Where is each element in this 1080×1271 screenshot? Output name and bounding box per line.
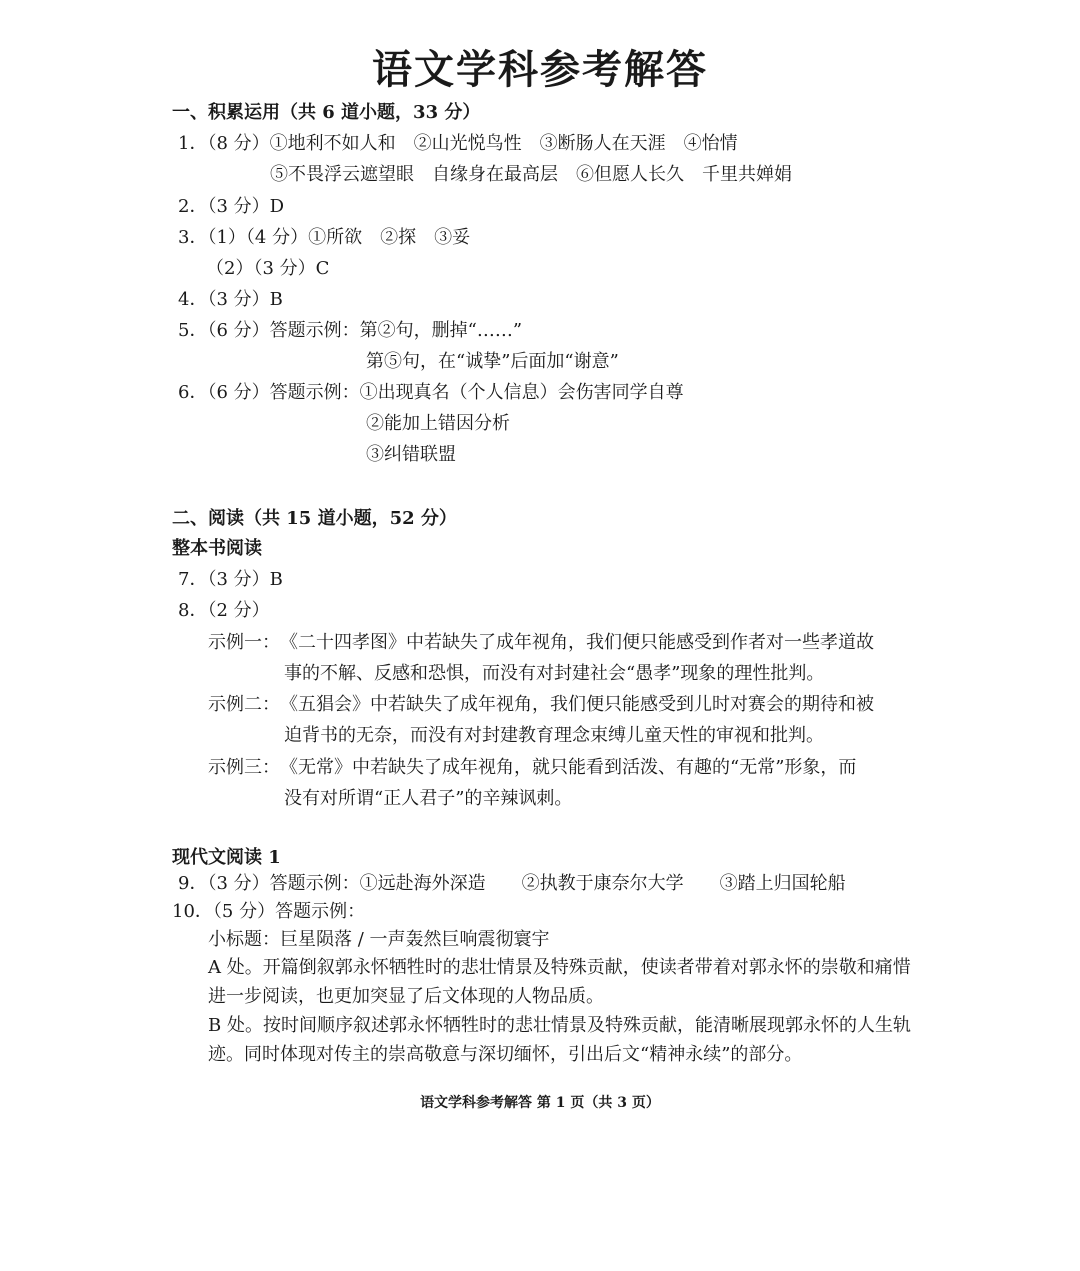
- q1-answer-line2: ⑤不畏浮云遮望眼 自缘身在最高层 ⑥但愿人长久 千里共婵娟: [270, 164, 792, 185]
- section2-heading: 二、阅读（共 15 道小题，52 分）: [172, 508, 457, 529]
- q10-point-a: A 处。开篇倒叙郭永怀牺牲时的悲壮情景及特殊贡献，使读者带着对郭永怀的崇敬和痛惜进一步阅读，也更加突显了后文体现的人物品质。: [208, 957, 911, 1007]
- example1-line2: 事的不解、反感和恐惧，而没有对封建社会“愚孝”现象的理性批判。: [284, 663, 825, 684]
- q6-answer-line2: ②能加上错因分析: [366, 413, 510, 434]
- q6-answer-line1: 6．（6 分）答题示例：①出现真名（个人信息）会伤害同学自尊: [178, 382, 684, 403]
- example3-line2: 没有对所谓“正人君子”的辛辣讽刺。: [284, 788, 573, 809]
- q5-answer-line2: 第⑤句，在“诚挚”后面加“谢意”: [366, 351, 619, 372]
- whole-book-reading-heading: 整本书阅读: [172, 538, 262, 559]
- q1-answer-line1: 1．（8 分）①地利不如人和 ②山光悦鸟性 ③断肠人在天涯 ④怡情: [178, 133, 738, 154]
- q9-answer: 9．（3 分）答题示例：①远赴海外深造 ②执教于康奈尔大学 ③踏上归国轮船: [178, 873, 846, 894]
- section1-heading: 一、积累运用（共 6 道小题，33 分）: [172, 102, 481, 123]
- q7-answer: 7．（3 分）B: [178, 569, 283, 590]
- example1-label: 示例一：: [208, 632, 280, 653]
- q10-point-b: B 处。按时间顺序叙述郭永怀牺牲时的悲壮情景及特殊贡献，能清晰展现郭永怀的人生轨迹。同时体现对传主的崇高敬意与深切缅怀，引出后文“精神永续”的部分。: [208, 1015, 911, 1065]
- example2-label: 示例二：: [208, 694, 280, 715]
- q4-answer: 4．（3 分）B: [178, 289, 283, 310]
- q3-answer-line2: （2）（3 分）C: [206, 258, 330, 279]
- modern-reading-heading: 现代文阅读 1: [172, 847, 281, 868]
- example2-line1: 《五猖会》中若缺失了成年视角，我们便只能感受到儿时对赛会的期待和被: [280, 694, 874, 715]
- example3-label: 示例三：: [208, 757, 280, 778]
- page-title: 语文学科参考解答: [372, 46, 708, 93]
- q10-subtitle: 小标题：巨星陨落 / 一声轰然巨响震彻寰宇: [208, 929, 550, 950]
- page-footer: 语文学科参考解答 第 1 页（共 3 页）: [420, 1095, 660, 1111]
- q10-answer: 10．（5 分）答题示例：: [172, 901, 366, 922]
- example1-line1: 《二十四孝图》中若缺失了成年视角，我们便只能感受到作者对一些孝道故: [280, 632, 874, 653]
- q2-answer: 2．（3 分）D: [178, 196, 285, 217]
- example3-line1: 《无常》中若缺失了成年视角，就只能看到活泼、有趣的“无常”形象，而: [280, 757, 857, 778]
- q6-answer-line3: ③纠错联盟: [366, 444, 456, 465]
- q3-answer-line1: 3．（1）（4 分）①所欲 ②探 ③妥: [178, 227, 471, 248]
- q5-answer-line1: 5．（6 分）答题示例：第②句，删掉“……”: [178, 320, 523, 341]
- example2-line2: 迫背书的无奈，而没有对封建教育理念束缚儿童天性的审视和批判。: [284, 725, 824, 746]
- q8-answer: 8．（2 分）: [178, 600, 270, 621]
